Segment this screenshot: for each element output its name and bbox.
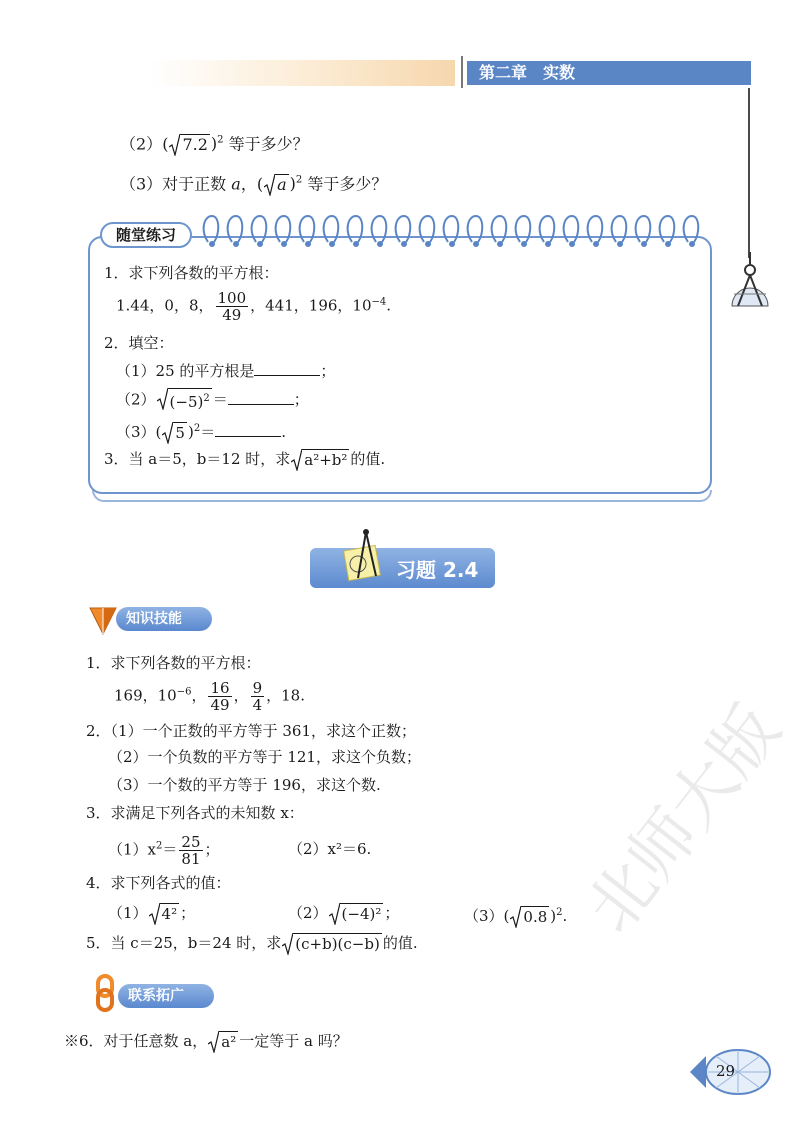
skills-q4-3: （3）( 0.8 )$^2$. — [464, 907, 568, 926]
radical-sign — [510, 906, 521, 928]
radical-sign — [169, 134, 180, 156]
chapter-title: 第二章 实数 — [467, 61, 751, 85]
skills-q3: 3．求满足下列各式的未知数 x： — [86, 804, 304, 822]
intro-q2: （2）( 7.2 )$^2$ 等于多少？ — [120, 134, 309, 154]
sqrt-expression: 5 — [162, 422, 187, 444]
skills-q3-2: （2）x²＝6. — [288, 840, 372, 858]
fraction: $\frac{100}{49}$ — [217, 289, 247, 324]
answer-blank[interactable] — [228, 404, 294, 405]
variable-a: a — [231, 174, 241, 194]
sqrt-expression: a — [264, 174, 289, 196]
compass-icon — [728, 250, 772, 308]
q-text: 等于多少？ — [228, 134, 309, 154]
sqrt-expression: a² — [208, 1031, 238, 1053]
practice-q1-values: 1.44，0，8， $\frac{100}{49}$ ，441，196，$10^{-4}$. — [116, 289, 392, 324]
radical-sign — [149, 903, 160, 925]
skills-q4-2: （2） (−4)² ； — [288, 904, 400, 923]
side-rule — [748, 88, 750, 258]
practice-q2-1: （1）25 的平方根是 ； — [116, 362, 336, 380]
q-text: 等于多少？ — [307, 174, 388, 194]
sqrt-expression: 0.8 — [510, 906, 549, 928]
skills-q3-1: $(1)x^2=$ $\frac{25}{81}$ ； — [108, 833, 220, 868]
exercise-title-banner — [310, 548, 495, 588]
sqrt-expression: a²+b² — [291, 449, 349, 471]
pyramid-icon — [88, 602, 118, 636]
skills-q4: 4．求下列各式的值： — [86, 874, 231, 892]
radical-sign — [264, 174, 275, 196]
fraction: $\frac{9}{4}$ — [252, 679, 263, 714]
skills-q4-1: （1） 4² ； — [108, 904, 196, 923]
header-decoration — [150, 60, 455, 86]
radical-sign — [208, 1031, 219, 1053]
radical-sign — [329, 903, 340, 925]
radical-sign — [157, 388, 168, 410]
radical-sign — [291, 449, 302, 471]
fraction: $\frac{25}{81}$ — [181, 833, 201, 868]
skills-q1: 1．求下列各数的平方根： — [86, 654, 261, 672]
q-label: （2） — [120, 134, 163, 154]
radical-sign — [162, 422, 173, 444]
intro-q3: （3）对于正数 a，( a )$^2$ 等于多少？ — [120, 174, 388, 194]
practice-q3: 3．当 a＝5，b＝12 时，求 a²+b² 的值. — [104, 450, 386, 469]
answer-blank[interactable] — [215, 436, 281, 437]
q-label: （3）对于正数 — [120, 174, 227, 194]
sqrt-expression: $(-5)^2$ — [157, 388, 212, 413]
practice-q2-3: （3）( 5 )$^2$＝ . — [116, 423, 286, 442]
spiral-binding-icon — [200, 212, 710, 252]
practice-q2: 2．填空： — [104, 334, 174, 352]
header-divider — [461, 56, 463, 88]
skills-q2-3: （3）一个数的平方等于 196，求这个数. — [108, 776, 381, 794]
sqrt-expression: (c+b)(c−b) — [282, 933, 382, 955]
skills-q1-values: 169，$10^{-6}$， $\frac{16}{49}$ ， $\frac{9}{4}$ ，18. — [114, 679, 305, 714]
chain-link-icon — [90, 974, 120, 1012]
sqrt-expression: 4² — [149, 903, 180, 925]
exercise-title: 习题 2.4 — [396, 558, 479, 582]
answer-blank[interactable] — [254, 375, 320, 376]
watermark: 北师大版 — [571, 691, 796, 947]
skills-q5: 5．当 c＝25，b＝24 时，求 (c+b)(c−b) 的值. — [86, 934, 418, 953]
compass-ruler-icon — [342, 526, 388, 586]
practice-q2-2: （2） $(-5)^2$ ＝ ； — [116, 388, 309, 413]
fraction: $\frac{16}{49}$ — [210, 679, 230, 714]
extension-label: 联系拓广 — [118, 984, 214, 1008]
page-number: 29 — [716, 1062, 736, 1080]
sqrt-expression: (−4)² — [329, 903, 384, 925]
skills-label: 知识技能 — [116, 607, 212, 631]
practice-q1: 1．求下列各数的平方根： — [104, 264, 279, 282]
skills-q2-2: （2）一个负数的平方等于 121，求这个负数； — [108, 748, 421, 766]
sqrt-expression: 7.2 — [169, 134, 209, 156]
skills-q2-1: 2．（1）一个正数的平方等于 361，求这个正数； — [86, 722, 416, 740]
radical-sign — [282, 933, 293, 955]
practice-title: 随堂练习 — [100, 222, 192, 248]
extension-q6: ※6．对于任意数 a， a² 一定等于 a 吗？ — [64, 1032, 348, 1051]
